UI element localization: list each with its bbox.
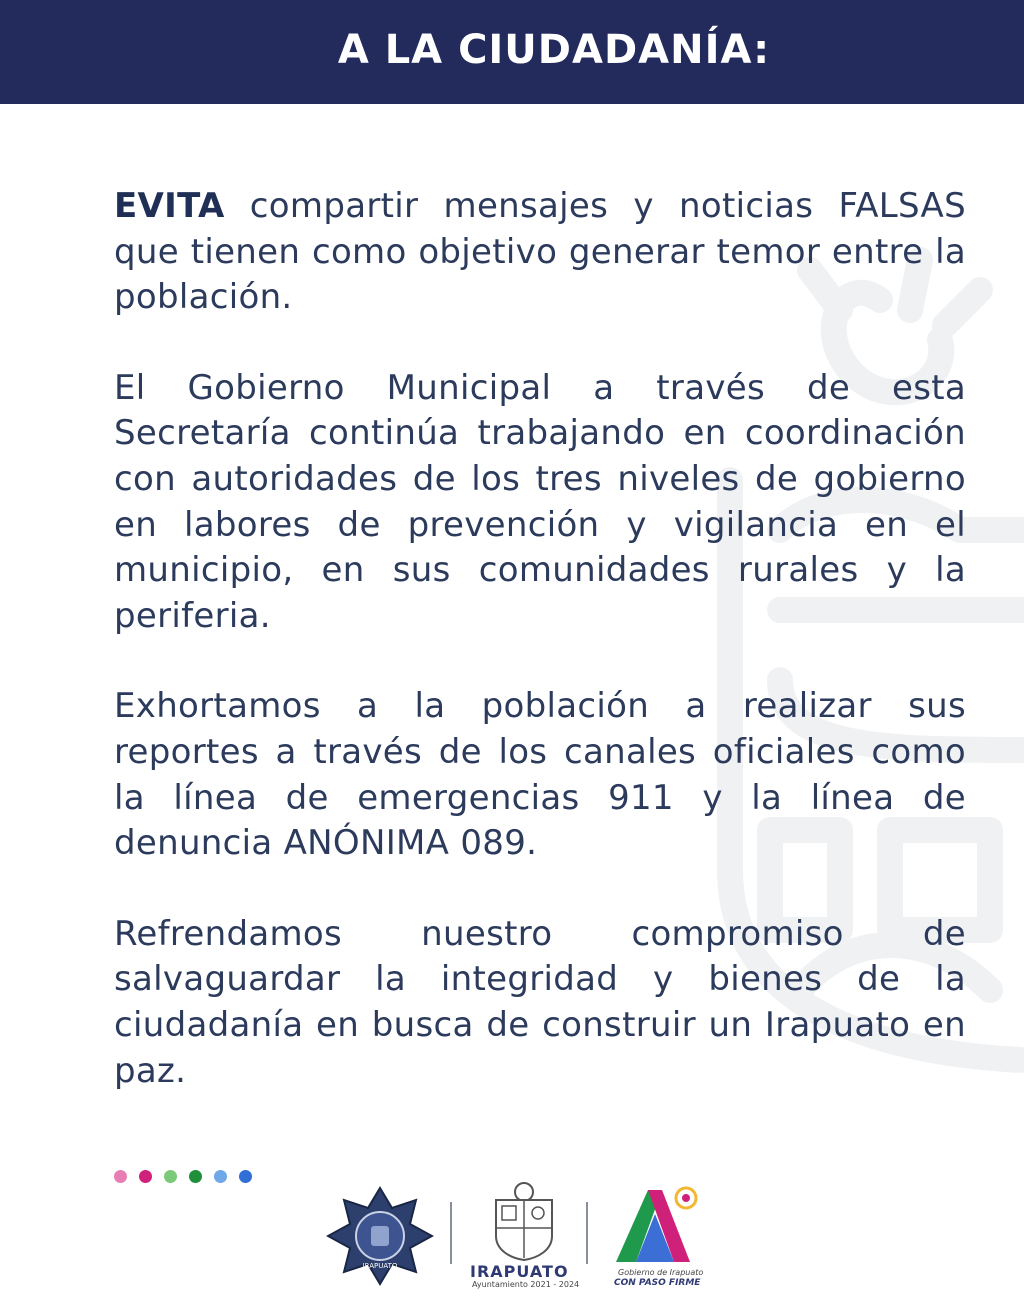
decorative-dots: [114, 1170, 252, 1183]
con-paso-firme-caption: CON PASO FIRME: [614, 1278, 701, 1288]
dot-2: [139, 1170, 152, 1183]
message-body: [114, 184, 966, 1139]
dot-6: [239, 1170, 252, 1183]
police-badge-label: IRAPUATO: [362, 1262, 398, 1270]
irapuato-wordmark: IRAPUATO: [470, 1262, 569, 1281]
paragraph-exhortamos: Exhortamos a la población a realizar sus reportes a través de los canales oficiales como la línea de emergencias 911 y la línea de denuncia ANÓNIMA 089.: [114, 686, 966, 864]
dot-3: [164, 1170, 177, 1183]
logo-divider-2: [586, 1202, 588, 1264]
footer-logos: [320, 1180, 720, 1290]
irapuato-shield-icon: [488, 1180, 560, 1262]
logo-divider-1: [450, 1202, 452, 1264]
police-badge-icon: [326, 1186, 434, 1286]
evita-emphasis: EVITA: [114, 186, 225, 226]
header-bar: [0, 0, 1024, 104]
paragraph-evita: [114, 184, 966, 321]
dot-5: [214, 1170, 227, 1183]
page-title: A LA CIUDADANÍA:: [337, 27, 771, 73]
dot-1: [114, 1170, 127, 1183]
con-paso-firme-logo-icon: [612, 1184, 702, 1264]
paragraph-refrendamos: Refrendamos nuestro compromiso de salvaguardar la integridad y bienes de la ciudadanía en busca de construir un Irapuato en paz.: [114, 913, 966, 1091]
paragraph-evita-text: compartir mensajes y noticias FALSAS que tienen como objetivo generar temor entre la población.: [114, 186, 966, 318]
paragraph-gobierno: El Gobierno Municipal a través de esta Secretaría continúa trabajando en coordinación con autoridades de los tres niveles de gobierno en labores de prevención y vigilancia en el municipio, en sus comunidades rurales y la periferia.: [114, 367, 966, 636]
dot-4: [189, 1170, 202, 1183]
ayuntamiento-caption: Ayuntamiento 2021 - 2024: [472, 1280, 580, 1289]
gobierno-caption: Gobierno de Irapuato: [618, 1268, 704, 1277]
